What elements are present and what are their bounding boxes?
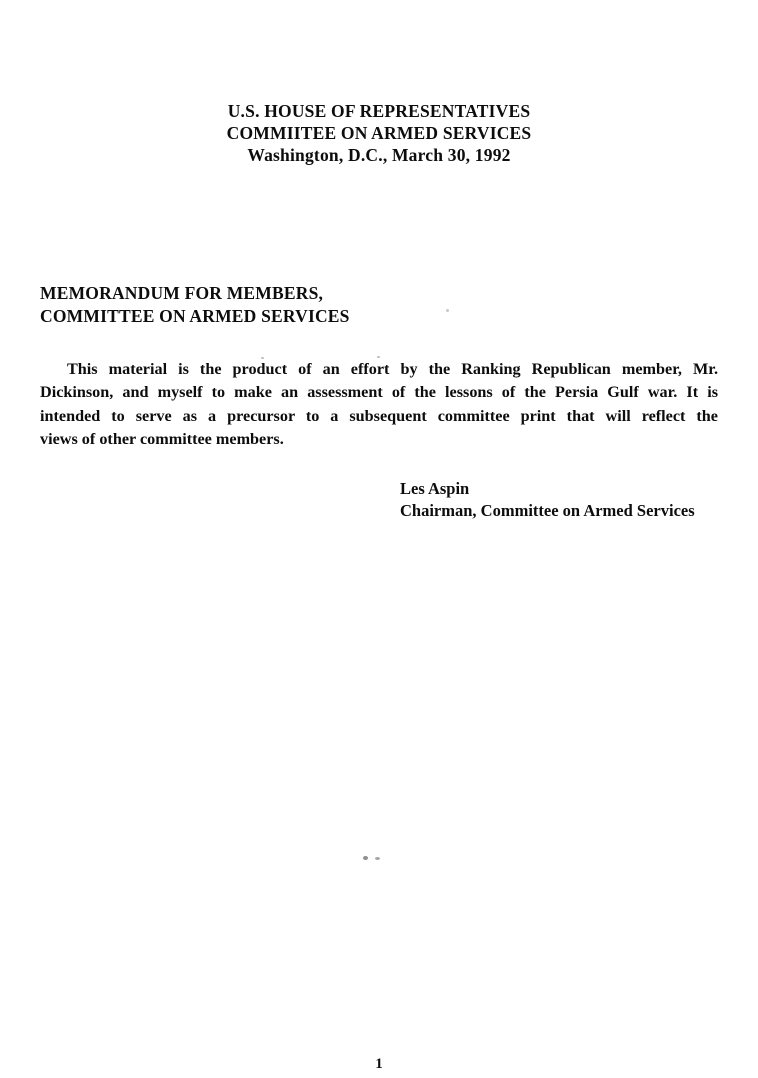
signature-title: Chairman, Committee on Armed Services [400,501,695,521]
scan-artifact [261,357,264,359]
memo-heading-line-1: MEMORANDUM FOR MEMBERS, [40,283,324,303]
memo-heading-line-2: COMMITTEE ON ARMED SERVICES [40,306,350,326]
body-paragraph [40,358,718,452]
scan-artifact [446,309,449,312]
letterhead-line-org: U.S. HOUSE OF REPRESENTATIVES [227,101,531,121]
letterhead-line-committee: COMMIITEE ON ARMED SERVICES [226,123,532,143]
letterhead-line-dateline: Washington, D.C., March 30, 1992 [247,145,511,165]
paragraph-line-4: views of other committee members. [40,430,284,449]
scan-artifact [375,857,380,860]
paragraph-line-2: Dickinson, and myself to make an assessment of the lessons of the Persia Gulf war. It is [40,383,718,402]
memo-heading [40,282,350,328]
signature-block [400,478,695,523]
signature-name: Les Aspin [400,479,470,498]
paragraph-line-3: intended to serve as a precursor to a subsequent committee print that will reflect the [40,406,718,425]
scan-artifact [363,856,368,860]
letterhead [0,100,758,166]
scan-artifact [377,356,380,358]
page-number: 1 [375,1056,383,1072]
paragraph-line-1: This material is the product of an effort by the Ranking Republican member, Mr. [67,360,718,378]
